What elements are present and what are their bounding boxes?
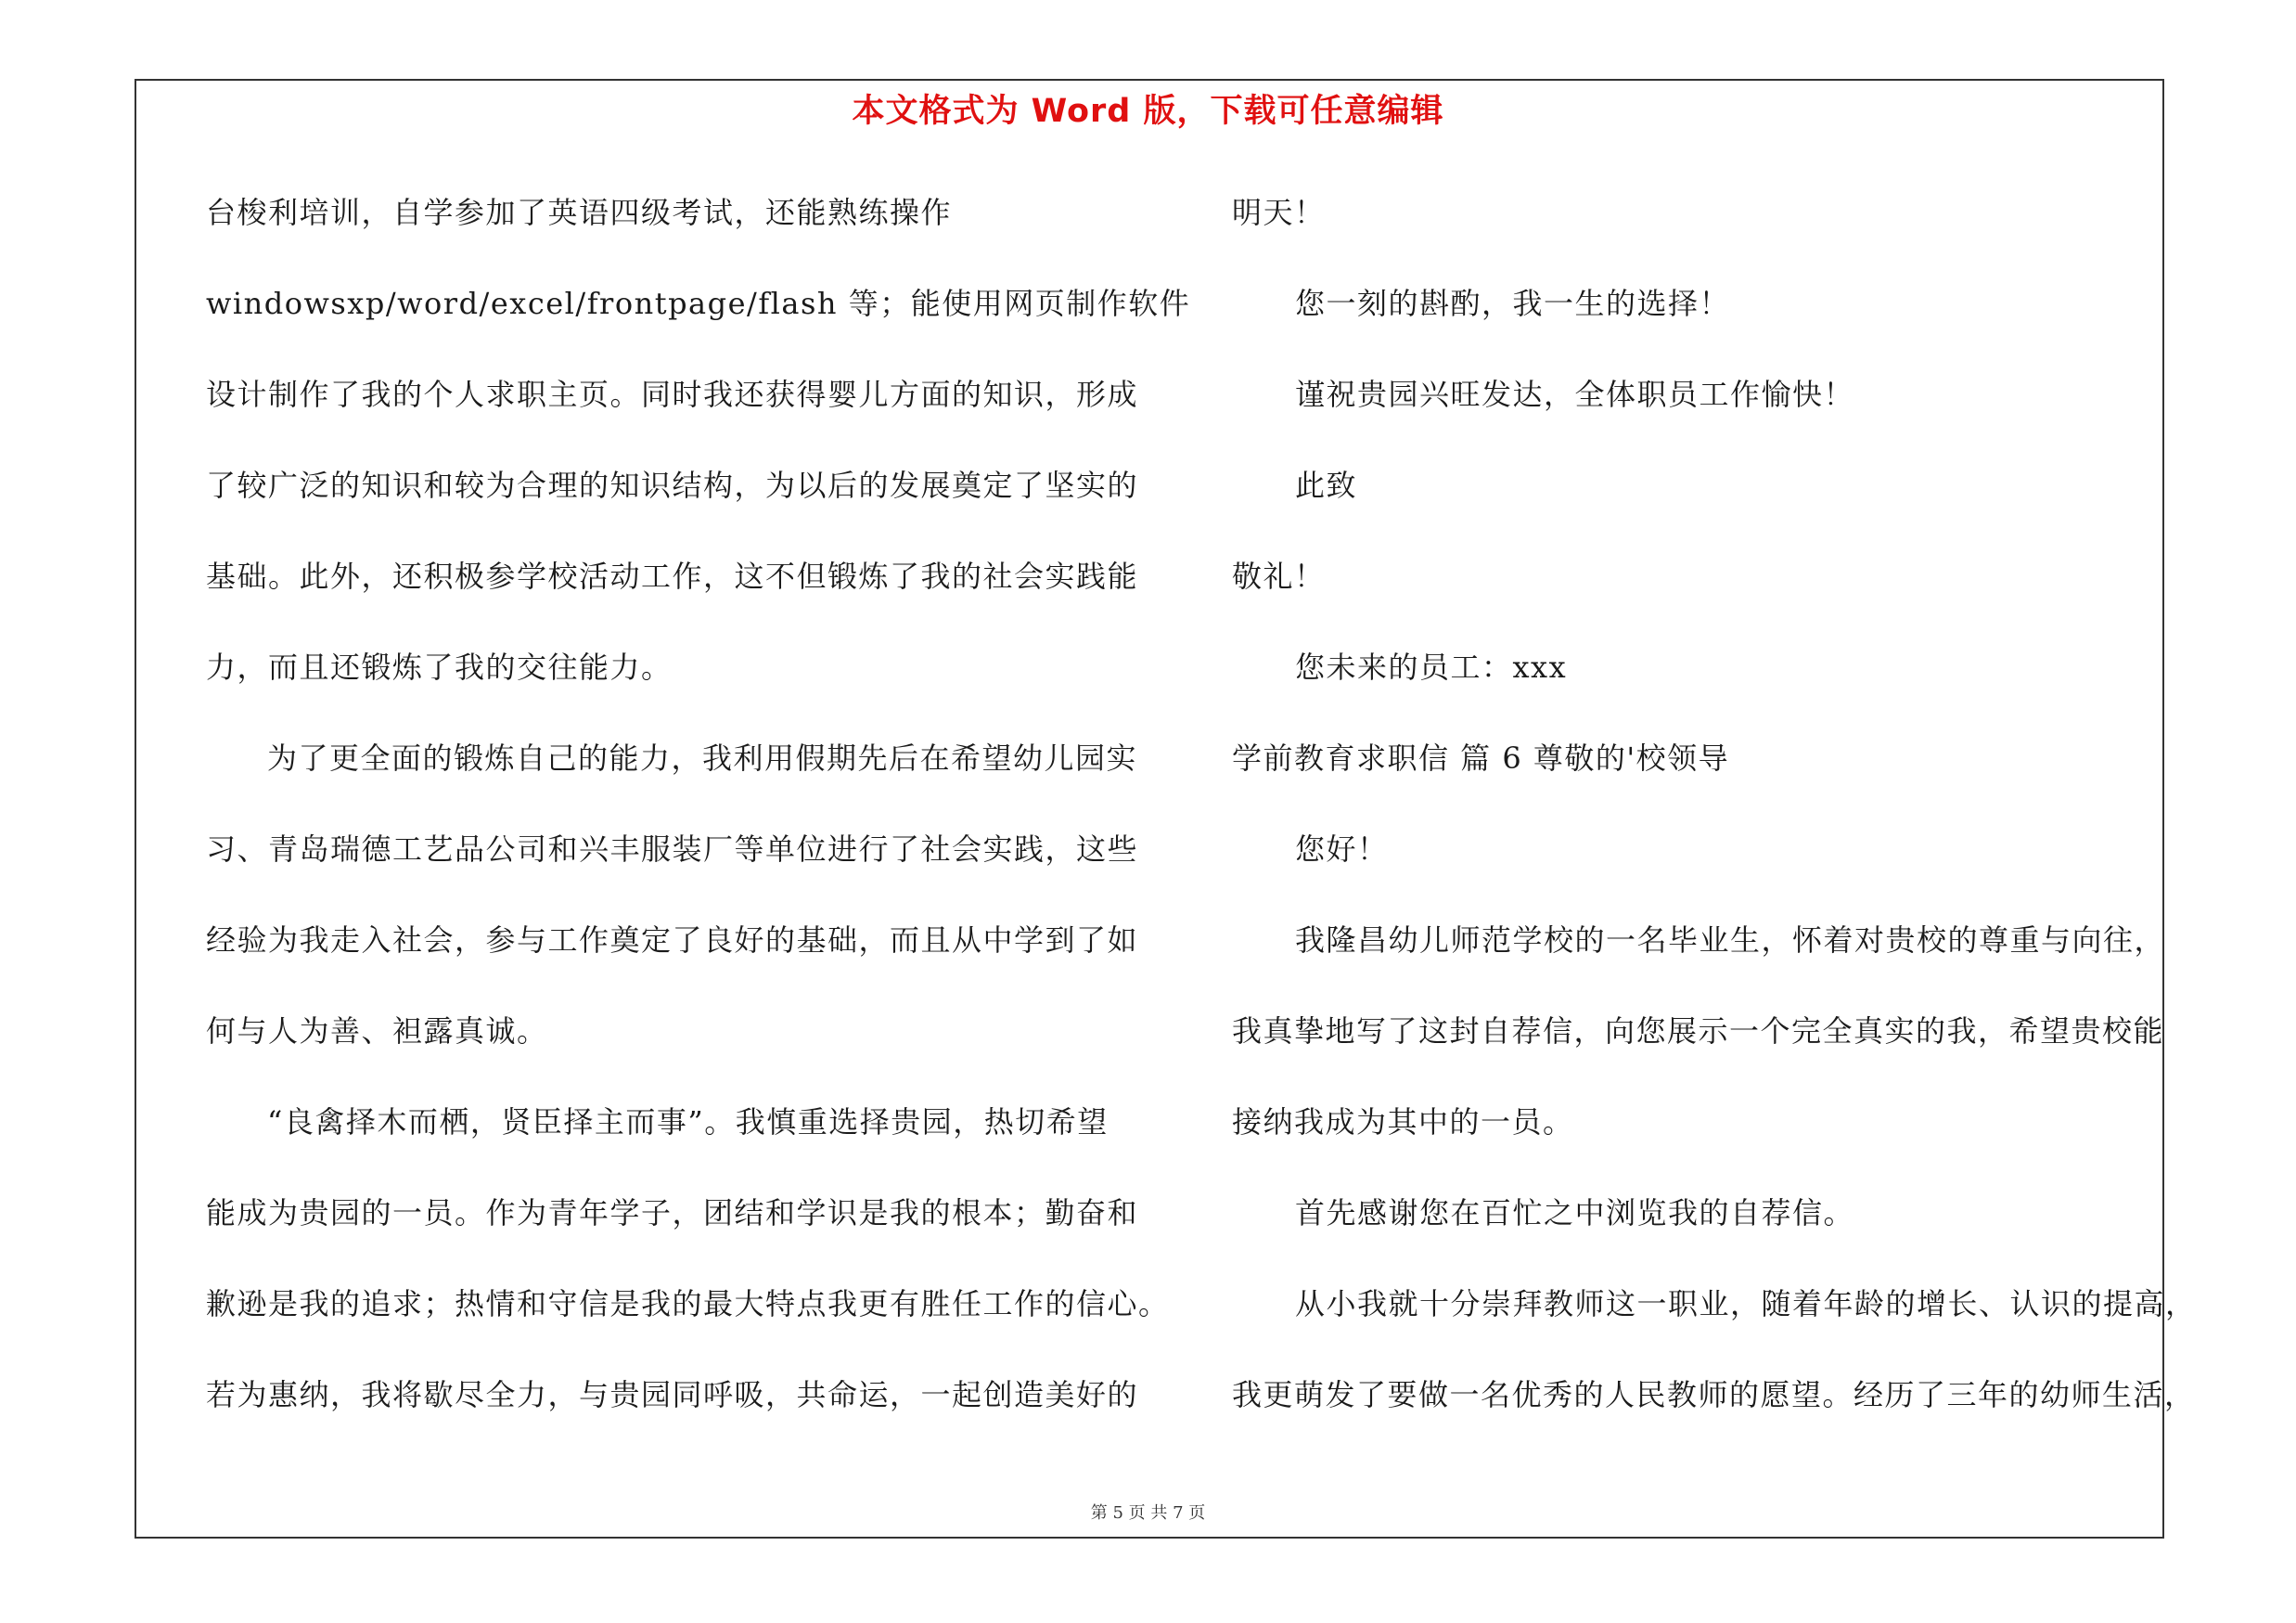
- right-line: 您未来的员工：xxx: [1295, 650, 1568, 685]
- left-line: 为了更全面的锻炼自己的能力，我利用假期先后在希望幼儿园实: [267, 741, 1138, 776]
- left-line: 能成为贵园的一员。作为青年学子，团结和学识是我的根本；勤奋和: [206, 1195, 1139, 1230]
- right-line: 此致: [1295, 468, 1358, 503]
- right-line: 从小我就十分崇拜教师这一职业，随着年龄的增长、认识的提高，: [1295, 1286, 2197, 1321]
- left-line: 台梭利培训，自学参加了英语四级考试，还能熟练操作: [206, 195, 953, 230]
- left-line: windowsxp/word/excel/frontpage/flash 等；能使用网页制作软件: [206, 286, 1191, 321]
- left-line: 经验为我走入社会，参与工作奠定了良好的基础，而且从中学到了如: [206, 922, 1139, 958]
- right-line: 敬礼！: [1232, 559, 1326, 594]
- left-line: 了较广泛的知识和较为合理的知识结构，为以后的发展奠定了坚实的: [206, 468, 1139, 503]
- right-line: 我真挚地写了这封自荐信，向您展示一个完全真实的我，希望贵校能: [1232, 1013, 2165, 1049]
- right-line: 谨祝贵园兴旺发达，全体职员工作愉快！: [1295, 377, 1855, 412]
- right-line: 明天！: [1232, 195, 1326, 230]
- left-line: 设计制作了我的个人求职主页。同时我还获得婴儿方面的知识，形成: [206, 377, 1139, 412]
- left-line: 基础。此外，还积极参学校活动工作，这不但锻炼了我的社会实践能: [206, 559, 1139, 594]
- left-line: 若为惠纳，我将歇尽全力，与贵园同呼吸，共命运，一起创造美好的: [206, 1377, 1139, 1412]
- left-line: 习、青岛瑞德工艺品公司和兴丰服装厂等单位进行了社会实践，这些: [206, 831, 1139, 867]
- right-line: 我更萌发了要做一名优秀的人民教师的愿望。经历了三年的幼师生活，: [1232, 1377, 2196, 1412]
- left-line: “良禽择木而栖，贤臣择主而事”。我慎重选择贵园，热切希望: [267, 1104, 1109, 1140]
- right-line: 接纳我成为其中的一员。: [1232, 1104, 1574, 1140]
- format-banner: 本文格式为 Word 版，下载可任意编辑: [852, 93, 1444, 130]
- left-line: 何与人为善、袒露真诚。: [206, 1013, 548, 1049]
- right-line: 您一刻的斟酌，我一生的选择！: [1295, 286, 1731, 321]
- left-line: 歉逊是我的追求；热情和守信是我的最大特点我更有胜任工作的信心。: [206, 1286, 1170, 1321]
- right-line: 您好！: [1295, 831, 1389, 867]
- right-line: 首先感谢您在百忙之中浏览我的自荐信。: [1295, 1195, 1855, 1230]
- right-line: 我隆昌幼儿师范学校的一名毕业生，怀着对贵校的尊重与向往，: [1295, 922, 2166, 958]
- left-line: 力，而且还锻炼了我的交往能力。: [206, 650, 673, 685]
- page-number: 第 5 页 共 7 页: [1090, 1503, 1206, 1523]
- section-heading: 学前教育求职信 篇 6 尊敬的'校领导: [1232, 741, 1730, 776]
